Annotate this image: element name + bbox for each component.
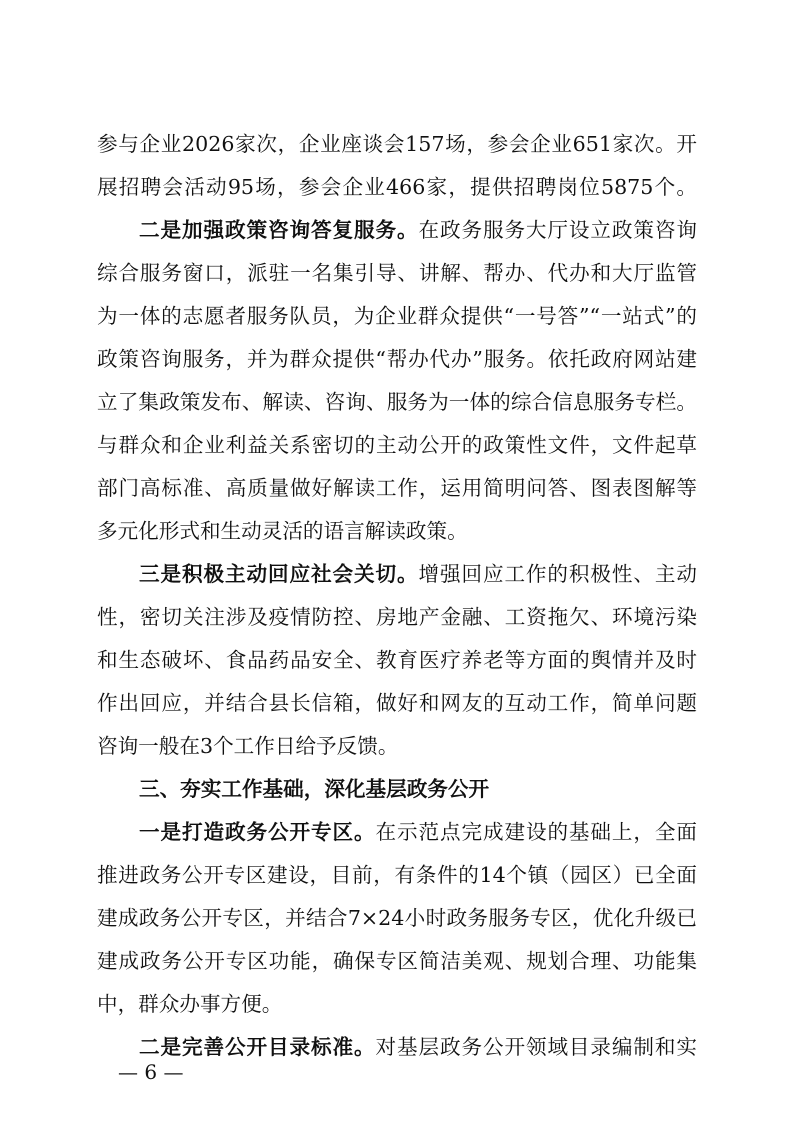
- text-line-12: 性，密切关注涉及疫情防控、房地产金融、工资拖欠、环境污染: [97, 605, 697, 629]
- paragraph-text: 在政务服务大厅设立政策咨询: [418, 218, 697, 242]
- text-line-15: 咨询一般在3个工作日给予反馈。: [97, 734, 399, 758]
- text-line-14: 作出回应，并结合县长信箱，做好和网友的互动工作，简单问题: [97, 691, 697, 715]
- text-line-21: 中，群众办事方便。: [97, 992, 283, 1016]
- text-line-8: 与群众和企业利益关系密切的主动公开的政策性文件，文件起草: [97, 433, 697, 457]
- text-line-1: 参与企业2026家次，企业座谈会157场，参会企业651家次。开: [97, 132, 697, 156]
- text-line-5: 为一体的志愿者服务队员，为企业群众提供“一号答”“一站式”的: [97, 304, 697, 328]
- text-line-6: 政策咨询服务，并为群众提供“帮办代办”服务。依托政府网站建: [97, 347, 697, 371]
- paragraph-text: 对基层政务公开领域目录编制和实: [375, 1035, 697, 1059]
- text-line-20: 建成政务公开专区功能，确保专区简洁美观、规划合理、功能集: [97, 949, 697, 973]
- paragraph-lead: 二是完善公开目录标准。: [139, 1035, 376, 1059]
- text-line-19: 建成政务公开专区，并结合7×24小时政务服务专区，优化升级已: [97, 906, 697, 930]
- text-line-10: 多元化形式和生动灵活的语言解读政策。: [97, 519, 468, 543]
- paragraph-lead: 三是积极主动回应社会关切。: [139, 562, 419, 586]
- text-line-4: 综合服务窗口，派驻一名集引导、讲解、帮办、代办和大厅监管: [97, 261, 697, 285]
- paragraph-start: [139, 554, 697, 594]
- paragraph-text: 增强回应工作的积极性、主动: [418, 562, 697, 586]
- page-number: — 6 —: [118, 1060, 184, 1084]
- paragraph-start: [139, 210, 697, 250]
- text-line-2: 展招聘会活动95场，参会企业466家，提供招聘岗位5875个。: [97, 175, 697, 199]
- text-line-7: 立了集政策发布、解读、咨询、服务为一体的综合信息服务专栏。: [97, 390, 697, 414]
- text-line-18: 推进政务公开专区建设，目前，有条件的14个镇（园区）已全面: [97, 863, 697, 887]
- paragraph-lead: 一是打造政务公开专区。: [139, 820, 376, 844]
- text-line-13: 和生态破坏、食品药品安全、教育医疗养老等方面的舆情并及时: [97, 648, 697, 672]
- paragraph-text: 在示范点完成建设的基础上，全面: [375, 820, 697, 844]
- paragraph-lead: 二是加强政策咨询答复服务。: [139, 218, 419, 242]
- text-line-9: 部门高标准、高质量做好解读工作，运用简明问答、图表图解等: [97, 476, 697, 500]
- section-heading: 三、夯实工作基础，深化基层政务公开: [139, 777, 490, 801]
- paragraph-start: [139, 1027, 697, 1067]
- paragraph-start: [139, 812, 697, 852]
